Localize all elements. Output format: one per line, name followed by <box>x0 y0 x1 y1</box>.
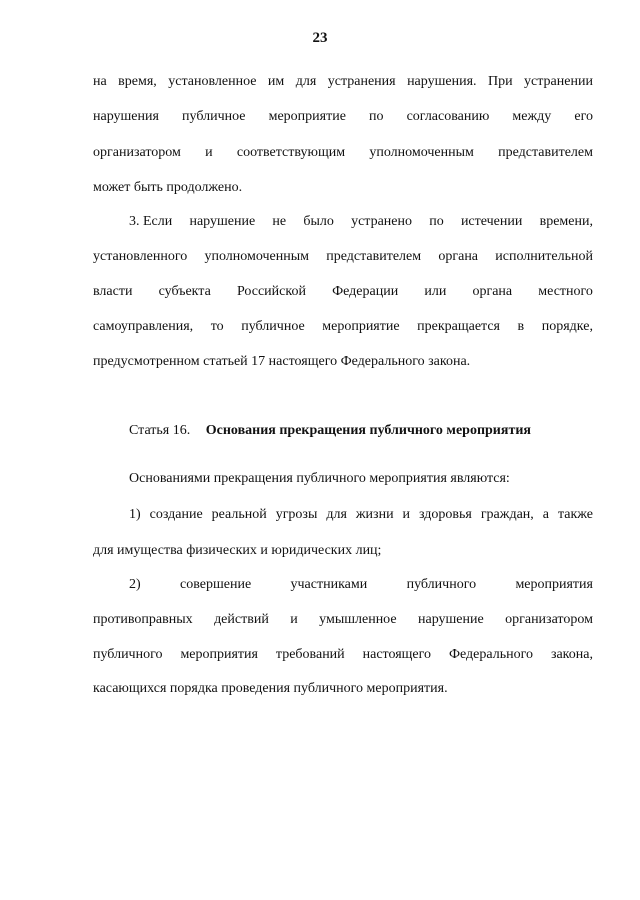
word: а <box>542 507 549 522</box>
word: реальной <box>211 507 267 522</box>
word: время, <box>118 74 157 89</box>
paragraph-2-line-5: предусмотренном статьей 17 настоящего Федерального закона. <box>93 354 471 369</box>
paragraph-1-line-2 <box>93 107 593 127</box>
word: совершение <box>180 577 252 592</box>
word: между <box>512 109 552 124</box>
word: его <box>574 109 593 124</box>
word: мероприятие <box>322 319 400 334</box>
word: создание <box>149 507 203 522</box>
word: участниками <box>290 577 368 592</box>
word: 2) <box>129 577 141 592</box>
word: публичное <box>241 319 305 334</box>
item-1-line-2: для имущества физических и юридических лиц; <box>93 543 382 558</box>
word: публичного <box>406 577 477 592</box>
word: уполномоченным <box>204 249 309 264</box>
word: установленное <box>168 74 257 89</box>
article-intro: Основаниями прекращения публичного мероприятия являются: <box>129 471 510 486</box>
word: действий <box>214 612 269 627</box>
paragraph-1-line-1 <box>93 72 593 92</box>
word: уполномоченным <box>369 145 474 160</box>
word: закона, <box>550 647 593 662</box>
item-2-line-2 <box>93 610 593 630</box>
word: нарушения. <box>407 74 477 89</box>
word: умышленное <box>319 612 397 627</box>
word: нарушение <box>189 214 256 229</box>
word: также <box>557 507 593 522</box>
word: 1) <box>129 507 141 522</box>
paragraph-2-line-2 <box>93 247 593 267</box>
word: мероприятие <box>268 109 346 124</box>
article-title: Основания прекращения публичного мероприятия <box>205 423 531 438</box>
word: по <box>369 109 384 124</box>
word: организатором <box>93 145 181 160</box>
word: для <box>295 74 317 89</box>
paragraph-2-line-3 <box>93 282 593 302</box>
word: Федерации <box>332 284 399 299</box>
word: им <box>267 74 285 89</box>
word: представителем <box>326 249 422 264</box>
word: исполнительной <box>495 249 593 264</box>
paragraph-1-line-3 <box>93 143 593 163</box>
paragraph-2-line-4 <box>93 317 593 337</box>
word: требований <box>275 647 345 662</box>
article-label: Статья 16. <box>129 423 191 438</box>
word: Российской <box>236 284 306 299</box>
item-2-line-4: касающихся порядка проведения публичного мероприятия. <box>93 681 448 696</box>
word: публичного <box>93 647 163 662</box>
word: не <box>272 214 287 229</box>
word: было <box>303 214 334 229</box>
paragraph-2-line-1 <box>129 212 593 232</box>
word: нарушение <box>417 612 484 627</box>
word: жизни <box>355 507 394 522</box>
word: местного <box>538 284 593 299</box>
word: или <box>424 284 447 299</box>
item-2-line-3 <box>93 645 593 665</box>
word: прекращается <box>417 319 500 334</box>
word: по <box>429 214 444 229</box>
word: мероприятия <box>515 577 593 592</box>
article-heading <box>129 421 599 441</box>
word: устранении <box>524 74 593 89</box>
word: органа <box>472 284 513 299</box>
word: 3. Если <box>129 214 173 229</box>
word: мероприятия <box>180 647 258 662</box>
item-2-line-1 <box>129 575 593 595</box>
word: угрозы <box>275 507 318 522</box>
paragraph-1-line-4: может быть продолжено. <box>93 180 243 195</box>
word: Федерального <box>448 647 533 662</box>
word: устранения <box>327 74 396 89</box>
word: на <box>93 74 107 89</box>
word: согласованию <box>406 109 490 124</box>
word: органа <box>438 249 479 264</box>
word: настоящего <box>362 647 432 662</box>
word: представителем <box>498 145 593 160</box>
word: установленного <box>93 249 188 264</box>
word: При <box>487 74 513 89</box>
word: граждан, <box>480 507 534 522</box>
word: истечении <box>460 214 523 229</box>
word: здоровья <box>419 507 472 522</box>
word: то <box>210 319 224 334</box>
word: организатором <box>505 612 593 627</box>
word: и <box>402 507 411 522</box>
word: власти <box>93 284 133 299</box>
word: самоуправления, <box>93 319 194 334</box>
word: и <box>290 612 298 627</box>
word: нарушения <box>93 109 159 124</box>
word: порядке, <box>541 319 593 334</box>
item-1-line-1 <box>129 505 593 525</box>
word: для <box>326 507 347 522</box>
page-number: 23 <box>312 30 328 46</box>
word: соответствующим <box>236 145 346 160</box>
word: в <box>517 319 525 334</box>
word: устранено <box>351 214 412 229</box>
word: и <box>205 145 213 160</box>
word: публичное <box>182 109 246 124</box>
word: противоправных <box>93 612 193 627</box>
word: времени, <box>539 214 593 229</box>
word: субъекта <box>158 284 211 299</box>
